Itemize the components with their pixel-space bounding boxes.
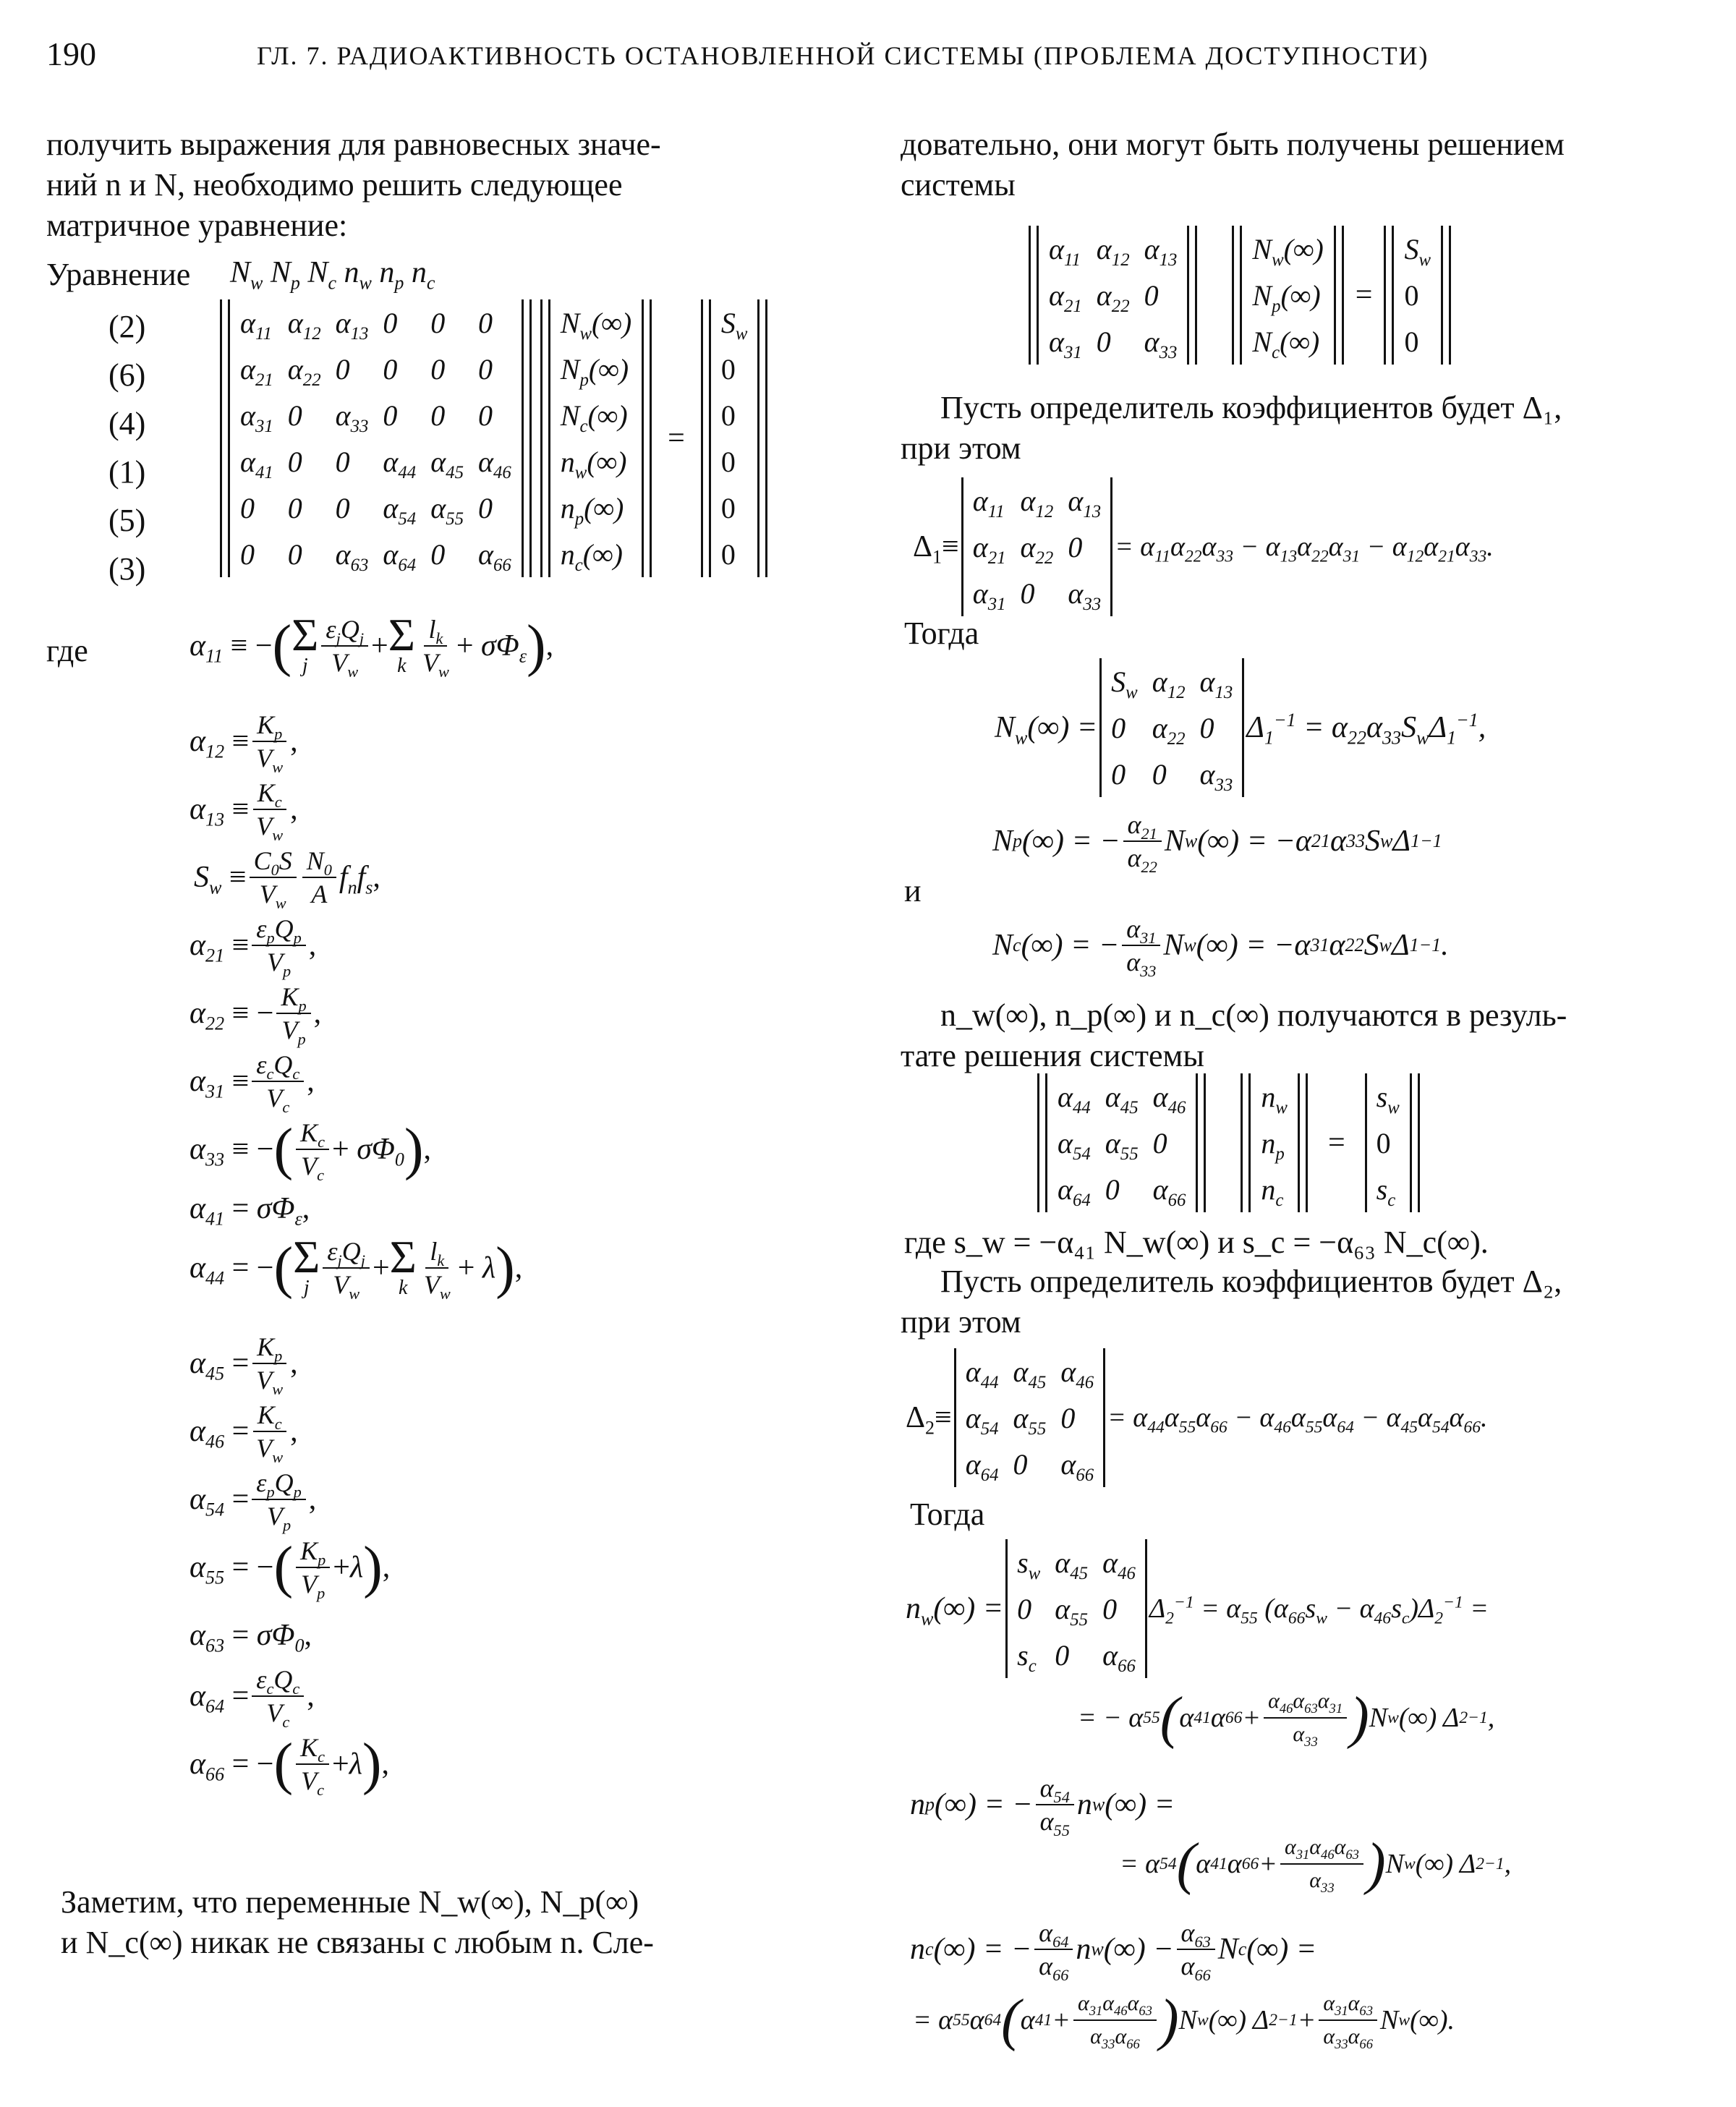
def-alpha44: $\alpha_{44}$ = − ( Σ j $\frac{\varepsilon_jQ_j}{V_w}$ + Σ k $\frac{l_k}{V_w}$ + λ ) , [190, 1231, 523, 1303]
left-closing-line-2: и N_c(∞) никак не связаны с любым n. Сле- [61, 1925, 654, 1960]
unknowns-vector: $N_w(\infty)$ $N_p(\infty)$ $N_c(\infty)$ $n_w(\infty)$ $n_p(\infty)$ $n_c(\infty)$ [537, 299, 655, 577]
delta2-intro-line-2: при этом [901, 1304, 1021, 1340]
Nw-solution: $N_w(\infty)$ = $S_w$ $\alpha_{12}$ $\alpha_{13}$ 0 $\alpha_{22}$ 0 0 0 $\alpha_{33}$ $\Delta_1^{-1} = \alpha_{22}\alpha_{33}S_w\Delta_1^{-1}$, [995, 658, 1486, 797]
nw-solution-cont: = − α 55 ( α 41 α 66 + $\frac{\alpha_{46}\alpha_{63}\alpha_{31}}{\alpha_{33}}$ ) N w (∞) Δ 2 −1 , [1078, 1686, 1495, 1750]
def-alpha46: $\alpha_{46}$ = $\frac{K_c}{V_w}$ , [190, 1400, 298, 1467]
equation-label: Уравнение [46, 257, 191, 292]
row-labels [109, 302, 145, 593]
nc-solution: n c (∞) = − $\frac{\alpha_{64}}{\alpha_{66}}$ n w (∞) − $\frac{\alpha_{63}}{\alpha_{66}}$ N c (∞) = [910, 1918, 1317, 1985]
vector-n: $n_w$ $n_p$ $n_c$ [1238, 1073, 1311, 1212]
nw-solution: $n_w(\infty)$ = $s_w$ $\alpha_{45}$ $\alpha_{46}$ 0 $\alpha_{55}$ 0 $s_c$ 0 $\alpha_{66}$ $\Delta_2^{-1} = \alpha_{55}$ $(\alpha_{66}s_w - \alpha_{46}s_c)\Delta_2^{-1}$ = [906, 1539, 1489, 1678]
system-N: $\alpha_{11}$ $\alpha_{12}$ $\alpha_{13}$ $\alpha_{21}$ $\alpha_{22}$ 0 $\alpha_{31}$ 0 $\alpha_{33}$ $N_w(\infty)$ $N_p(\infty)$ $N_c(\infty)$ = $S_w$ 0 0 [1026, 226, 1454, 365]
def-alpha31: $\alpha_{31}$ ≡ $\frac{\varepsilon_cQ_c}{V_c}$ , [190, 1050, 315, 1117]
matrix-3x3-b: $\alpha_{44}$ $\alpha_{45}$ $\alpha_{46}$ $\alpha_{54}$ $\alpha_{55}$ 0 $\alpha_{64}$ 0 $\alpha_{66}$ [1034, 1073, 1209, 1212]
n-intro-line-2: тате решения системы [901, 1038, 1204, 1073]
left-intro [46, 124, 813, 246]
row-label: (4) [109, 406, 146, 441]
def-alpha11: $\alpha_{11}$ ≡ − ( Σ j $\frac{\varepsilon_jQ_j}{V_w}$ + Σ k $\frac{l_k}{V_w}$ + $\sigma\Phi_\varepsilon$ ) , [190, 609, 554, 681]
def-alpha21: $\alpha_{21}$ ≡ $\frac{\varepsilon_pQ_p}{V_p}$ , [190, 914, 317, 981]
running-title: ГЛ. 7. РАДИОАКТИВНОСТЬ ОСТАНОВЛЕННОЙ СИСТЕМЫ (ПРОБЛЕМА ДОСТУПНОСТИ) [257, 41, 1429, 70]
def-alpha12: $\alpha_{12}$ ≡ $\frac{K_p}{V_w}$ , [190, 710, 298, 777]
system-n: $\alpha_{44}$ $\alpha_{45}$ $\alpha_{46}$ $\alpha_{54}$ $\alpha_{55}$ 0 $\alpha_{64}$ 0 $\alpha_{66}$ $n_w$ $n_p$ $n_c$ = $s_w$ 0 $s_c$ [1034, 1073, 1423, 1212]
Np-solution: N p (∞) = − $\frac{\alpha_{21}}{\alpha_{22}}$ N w (∞) = −α 21 α 33 S w Δ 1 −1 [992, 810, 1442, 877]
matrix-equation [217, 299, 770, 577]
np-solution: n p (∞) = − $\frac{\alpha_{54}}{\alpha_{55}}$ n w (∞) = [910, 1774, 1175, 1840]
page-number: 190 [46, 35, 96, 72]
row-label: (2) [109, 309, 146, 344]
delta2-intro [901, 1261, 1693, 1342]
left-intro-line-3: матричное уравнение: [46, 208, 348, 243]
left-closing [61, 1882, 813, 1963]
matrix-3x3-a: $\alpha_{11}$ $\alpha_{12}$ $\alpha_{13}$ $\alpha_{21}$ $\alpha_{22}$ 0 $\alpha_{31}$ 0 $\alpha_{33}$ [1026, 226, 1200, 365]
nc-solution-cont: = α 55 α 64 ( α 41 + $\frac{\alpha_{31}\alpha_{46}\alpha_{63}}{\alpha_{33}\alpha_{66}}$ ) N w (∞) Δ 2 −1 + $\frac{\alpha_{31}\alpha_{63}}{\alpha_{33}\alpha_{66}}$ N w (∞). [913, 1988, 1455, 2052]
vector-s: $s_w$ 0 $s_c$ [1363, 1073, 1423, 1212]
right-intro-line-2: системы [901, 167, 1016, 203]
n-intro [901, 995, 1693, 1076]
right-intro [901, 124, 1689, 205]
left-intro-line-1: получить выражения для равновесных значе- [46, 127, 661, 162]
right-intro-line-1: довательно, они могут быть получены решением [901, 127, 1565, 162]
def-alpha64: $\alpha_{64}$ = $\frac{\varepsilon_cQ_c}{V_c}$ , [190, 1665, 315, 1732]
determinant-delta1: $\alpha_{11}$ $\alpha_{12}$ $\alpha_{13}$ $\alpha_{21}$ $\alpha_{22}$ 0 $\alpha_{31}$ 0 $\alpha_{33}$ [959, 477, 1115, 616]
def-alpha66: $\alpha_{66}$ = − ( $\frac{K_c}{V_c}$ + λ ) , [190, 1732, 390, 1800]
where-label: где [46, 633, 88, 668]
delta1-definition: $\Delta_1\equiv$ $\alpha_{11}$ $\alpha_{12}$ $\alpha_{13}$ $\alpha_{21}$ $\alpha_{22}$ 0 $\alpha_{31}$ 0 $\alpha_{33}$ = $\alpha_{11}\alpha_{22}\alpha_{33} - \alpha_{13}\alpha_{22}\alpha_{31} - \alpha_{12}\alpha_{21}\alpha_{33}$. [913, 477, 1494, 616]
then-label-1: Тогда [904, 616, 979, 651]
def-alpha22: $\alpha_{22}$ ≡ − $\frac{K_p}{V_p}$ , [190, 982, 322, 1049]
delta1-intro-line-1: Пусть определитель коэффициентов будет Δ₁, [940, 390, 1562, 425]
def-alpha13: $\alpha_{13}$ ≡ $\frac{K_c}{V_w}$ , [190, 778, 298, 845]
determinant-delta2: $\alpha_{44}$ $\alpha_{45}$ $\alpha_{46}$ $\alpha_{54}$ $\alpha_{55}$ 0 $\alpha_{64}$ 0 $\alpha_{66}$ [952, 1348, 1107, 1487]
def-alpha55: $\alpha_{55}$ = − ( $\frac{K_p}{V_p}$ + λ ) , [190, 1536, 391, 1603]
left-intro-line-2: ний n и N, необходимо решить следующее [46, 167, 623, 203]
vector-N: $N_w(\infty)$ $N_p(\infty)$ $N_c(\infty)$ [1229, 226, 1346, 365]
row-label: (3) [109, 551, 146, 587]
determinant-nw: $s_w$ $\alpha_{45}$ $\alpha_{46}$ 0 $\alpha_{55}$ 0 $s_c$ 0 $\alpha_{66}$ [1003, 1539, 1149, 1678]
row-label: (5) [109, 503, 146, 538]
def-alpha45: $\alpha_{45}$ = $\frac{K_p}{V_w}$ , [190, 1332, 298, 1399]
np-solution-cont: = α 54 ( α 41 α 66 + $\frac{\alpha_{31}\alpha_{46}\alpha_{63}}{\alpha_{33}}$ ) N w (∞) Δ 2 −1 , [1120, 1832, 1512, 1896]
equals-sign: = [668, 422, 685, 455]
delta1-intro-line-2: при этом [901, 430, 1021, 466]
delta1-intro [901, 388, 1693, 469]
def-alpha63: $\alpha_{63} = \sigma\Phi_0$, [190, 1619, 312, 1656]
determinant-Nw: $S_w$ $\alpha_{12}$ $\alpha_{13}$ 0 $\alpha_{22}$ 0 0 0 $\alpha_{33}$ [1097, 658, 1246, 797]
def-alpha33: $\alpha_{33}$ ≡ − ( $\frac{K_c}{V_c}$ + $\sigma\Phi_0$ ) , [190, 1118, 432, 1185]
coefficient-matrix: $\alpha_{11}$ $\alpha_{12}$ $\alpha_{13}$ 0 0 0 $\alpha_{21}$ $\alpha_{22}$ 0 0 0 0 $\alpha_{31}$ 0 $\alpha_{33}$ 0 0 0 $\alpha_{41}$ 0 0 $\alpha_{44}$ $\alpha_{45}$ $\alpha_{46}$ 0 0 0 $\alpha_{54}$ $\alpha_{55}$ 0 0 0 $\alpha_{63}$ $\alpha_{64}$ 0 $\alpha_{66}$ [217, 299, 535, 577]
delta2-definition: $\Delta_2\equiv$ $\alpha_{44}$ $\alpha_{45}$ $\alpha_{46}$ $\alpha_{54}$ $\alpha_{55}$ 0 $\alpha_{64}$ 0 $\alpha_{66}$ = $\alpha_{44}\alpha_{55}\alpha_{66} - \alpha_{46}\alpha_{55}\alpha_{64} - \alpha_{45}\alpha_{54}\alpha_{66}$. [906, 1348, 1488, 1487]
Nc-solution: N c (∞) = − $\frac{\alpha_{31}}{\alpha_{33}}$ N w (∞) = −α 31 α 22 S w Δ 1 −1 . [992, 914, 1449, 981]
row-label: (1) [109, 454, 146, 490]
delta2-intro-line-1: Пусть определитель коэффициентов будет Δ₂, [940, 1264, 1562, 1299]
n-intro-line-1: n_w(∞), n_p(∞) и n_c(∞) получаются в резуль- [940, 997, 1567, 1033]
def-alpha41: $\alpha_{41} = \sigma\Phi_\varepsilon$, [190, 1192, 310, 1230]
row-label: (6) [109, 357, 146, 393]
def-Sw: $S_w$ ≡ $\frac{C_0S}{V_w}$ $\frac{N_0}{A}$ $f_nf_s$ , [194, 846, 380, 913]
matrix-column-headers: $N_w$ $N_p$ $N_c$ $n_w$ $n_p$ $n_c$ [230, 256, 435, 294]
def-alpha54: $\alpha_{54}$ = $\frac{\varepsilon_pQ_p}{V_p}$ , [190, 1468, 317, 1535]
vector-S: $S_w$ 0 0 [1381, 226, 1454, 365]
and-label: и [904, 873, 922, 908]
where-s-definitions: где s_w = −α₄₁ N_w(∞) и s_c = −α₆₃ N_c(∞). [904, 1225, 1489, 1260]
source-vector: $S_w$ 0 0 0 0 0 [698, 299, 771, 577]
then-label-2: Тогда [910, 1497, 985, 1532]
left-closing-line-1: Заметим, что переменные N_w(∞), N_p(∞) [61, 1884, 639, 1920]
